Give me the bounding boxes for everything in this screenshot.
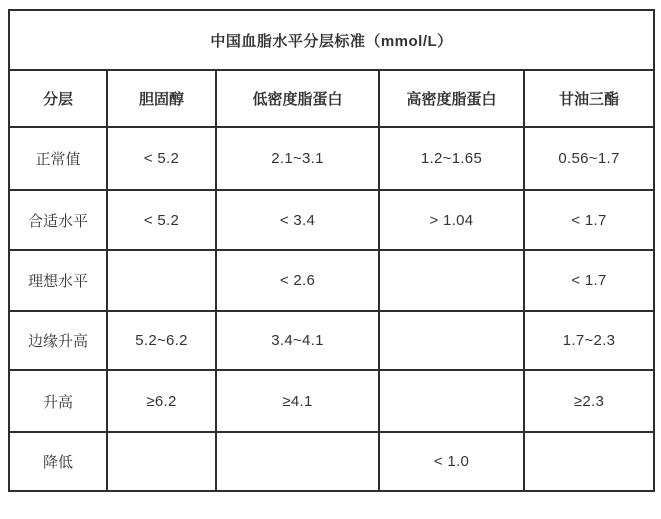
lipid-standards-table <box>8 9 655 492</box>
cell-value: ≥2.3 <box>524 370 654 432</box>
title-row <box>9 10 654 70</box>
table-row-elevated <box>9 370 654 432</box>
header-row <box>9 70 654 127</box>
row-label: 合适水平 <box>9 190 107 250</box>
cell-value: > 1.04 <box>379 190 524 250</box>
table-row-appropriate <box>9 190 654 250</box>
header-col-cholesterol: 胆固醇 <box>107 70 216 127</box>
row-label: 降低 <box>9 432 107 491</box>
cell-value: < 1.7 <box>524 250 654 311</box>
row-label: 边缘升高 <box>9 311 107 370</box>
cell-value: 5.2~6.2 <box>107 311 216 370</box>
table-title: 中国血脂水平分层标准（mmol/L） <box>9 10 654 70</box>
row-label: 升高 <box>9 370 107 432</box>
table-row-ideal <box>9 250 654 311</box>
cell-value: 0.56~1.7 <box>524 127 654 190</box>
cell-value <box>107 250 216 311</box>
header-col-triglycerides: 甘油三酯 <box>524 70 654 127</box>
cell-value <box>379 370 524 432</box>
table-row-reduced <box>9 432 654 491</box>
cell-value <box>216 432 379 491</box>
cell-value: 1.2~1.65 <box>379 127 524 190</box>
cell-value: < 5.2 <box>107 127 216 190</box>
cell-value: < 1.7 <box>524 190 654 250</box>
table-row-borderline-high <box>9 311 654 370</box>
cell-value: < 2.6 <box>216 250 379 311</box>
cell-value: 3.4~4.1 <box>216 311 379 370</box>
row-label: 理想水平 <box>9 250 107 311</box>
cell-value <box>107 432 216 491</box>
row-label: 正常值 <box>9 127 107 190</box>
header-col-hdl: 高密度脂蛋白 <box>379 70 524 127</box>
table-row-normal <box>9 127 654 190</box>
cell-value: < 5.2 <box>107 190 216 250</box>
cell-value: < 1.0 <box>379 432 524 491</box>
header-col-ldl: 低密度脂蛋白 <box>216 70 379 127</box>
cell-value: < 3.4 <box>216 190 379 250</box>
cell-value <box>379 311 524 370</box>
cell-value: 1.7~2.3 <box>524 311 654 370</box>
cell-value: ≥4.1 <box>216 370 379 432</box>
cell-value <box>524 432 654 491</box>
cell-value: ≥6.2 <box>107 370 216 432</box>
cell-value: 2.1~3.1 <box>216 127 379 190</box>
header-col-category: 分层 <box>9 70 107 127</box>
cell-value <box>379 250 524 311</box>
